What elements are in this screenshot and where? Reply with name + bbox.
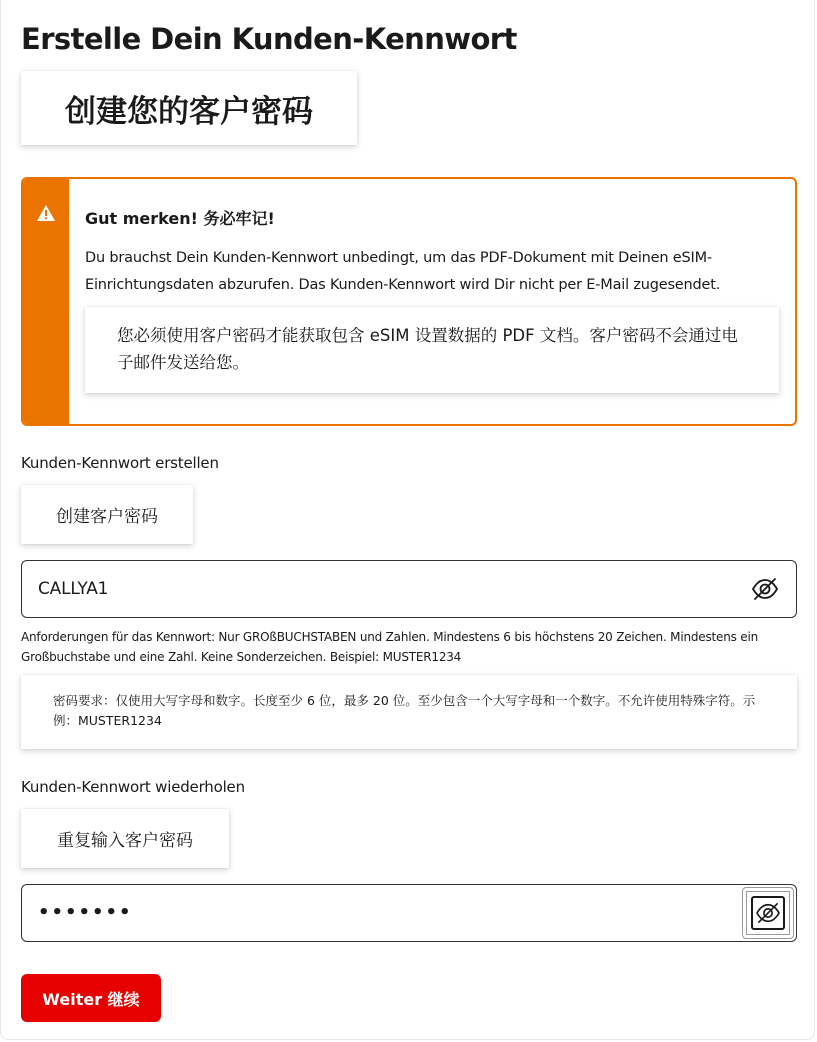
continue-button[interactable]: Weiter 继续 — [21, 974, 161, 1022]
title-translation-text: 创建您的客户密码 — [65, 93, 313, 130]
alert-accent-bar — [23, 179, 69, 424]
title-translation — [21, 71, 357, 145]
create-password-label-translation — [21, 485, 193, 544]
create-password-input[interactable]: CALLYA1 — [38, 579, 109, 599]
eye-slash-icon — [751, 577, 779, 601]
toggle-visibility-button[interactable] — [746, 570, 784, 608]
warning-alert — [21, 177, 797, 426]
repeat-password-input[interactable]: ••••••• — [38, 902, 133, 923]
repeat-password-label: Kunden-Kennwort wiederholen — [21, 778, 245, 796]
password-requirements-hint: Anforderungen für das Kennwort: Nur GROßBUCHSTABEN und Zahlen. Mindestens 6 bis höchstens 20 Zeichen. Mindestens ein Großbuchstabe und eine Zahl. Keine Sonderzeichen. Beispiel: MUSTER1234 — [21, 630, 758, 664]
alert-heading: Gut merken! 务必牢记! — [85, 209, 275, 228]
warning-icon — [36, 204, 56, 222]
toggle-visibility-button-repeat[interactable] — [742, 887, 794, 939]
create-password-label-translation-text: 创建客户密码 — [56, 507, 158, 527]
page-title: Erstelle Dein Kunden-Kennwort — [21, 22, 517, 56]
eye-slash-icon — [755, 902, 781, 924]
password-requirements-translation: 密码要求：仅使用大写字母和数字。长度至少 6 位，最多 20 位。至少包含一个大写字母和一个数字。不允许使用特殊字符。示例：MUSTER1234 — [21, 675, 797, 749]
repeat-password-label-translation — [21, 809, 229, 868]
create-password-label: Kunden-Kennwort erstellen — [21, 454, 219, 472]
create-password-field[interactable] — [21, 560, 797, 618]
repeat-password-field[interactable] — [21, 884, 797, 942]
toggle-visibility-frame — [751, 896, 785, 930]
alert-body: Du brauchst Dein Kunden-Kennwort unbedingt, um das PDF-Dokument mit Deinen eSIM-Einrichtungsdaten abzurufen. Das Kunden-Kennwort wird Dir nicht per E-Mail zugesendet. — [85, 250, 721, 293]
repeat-password-label-translation-text: 重复输入客户密码 — [57, 831, 193, 851]
alert-body-translation: 您必须使用客户密码才能获取包含 eSIM 设置数据的 PDF 文档。客户密码不会通过电子邮件发送给您。 — [85, 307, 779, 393]
